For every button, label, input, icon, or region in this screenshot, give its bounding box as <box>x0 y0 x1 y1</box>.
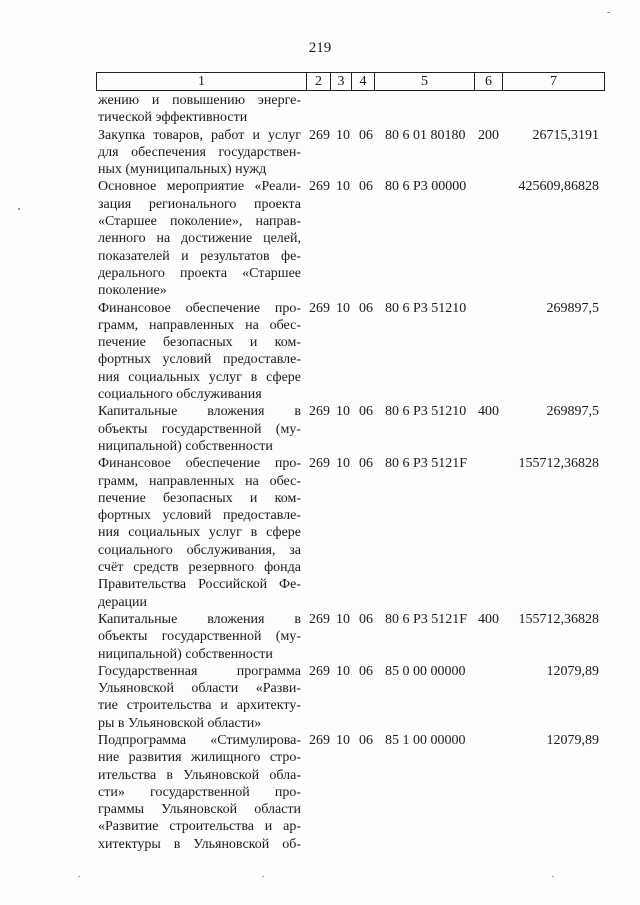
subsection-code-cell: 06 <box>359 300 373 316</box>
amount-cell: 425609,86828 <box>518 179 599 195</box>
section-code-cell: 10 <box>336 404 350 420</box>
description-line: грамм, направленных на обес- <box>98 473 301 489</box>
table-row <box>0 178 640 299</box>
column-header-3: 3 <box>331 73 352 91</box>
description-line: ния социальных услуг в сфере <box>98 525 301 541</box>
row-description <box>98 178 301 299</box>
column-header-1: 1 <box>97 73 307 91</box>
expense-type-code-cell: 400 <box>478 611 499 627</box>
table-row <box>0 92 640 127</box>
table-row <box>0 300 640 404</box>
description-line: граммы Ульяновской области <box>98 802 301 818</box>
scan-speck <box>552 876 554 877</box>
row-description <box>98 732 301 853</box>
column-header-6: 6 <box>475 73 503 91</box>
admin-code-cell: 269 <box>309 732 330 748</box>
amount-cell: 26715,3191 <box>532 127 599 143</box>
description-line: ных (муниципальных) нужд <box>98 162 267 178</box>
description-line: поколение» <box>98 283 167 299</box>
row-description <box>98 455 301 611</box>
description-line: ния социальных услуг в сфере <box>98 369 301 385</box>
description-line: ниципальной) собственности <box>98 646 273 662</box>
description-line: хитектуры в Ульяновской об- <box>98 836 301 852</box>
description-line: Капитальные вложения в <box>98 611 301 627</box>
section-code-cell: 10 <box>336 611 350 627</box>
description-line: Государственная программа <box>98 663 301 679</box>
table-row <box>0 127 640 179</box>
scan-speck <box>262 876 264 877</box>
description-line: объекты государственной (му- <box>98 421 301 437</box>
admin-code-cell: 269 <box>309 663 330 679</box>
row-description <box>98 611 301 663</box>
description-line: Основное мероприятие «Реали- <box>98 179 301 195</box>
description-line: печение безопасных и ком- <box>98 335 301 351</box>
amount-cell: 269897,5 <box>546 300 599 316</box>
description-line: тие строительства и архитекту- <box>98 698 301 714</box>
description-line: жению и повышению энерге- <box>98 93 301 108</box>
table-row <box>0 403 640 455</box>
description-line: ниципальной) собственности <box>98 438 273 454</box>
table-row <box>0 611 640 663</box>
subsection-code-cell: 06 <box>359 456 373 472</box>
target-article-code-cell: 80 6 Р3 5121F <box>385 611 468 627</box>
row-description <box>98 92 301 127</box>
subsection-code-cell: 06 <box>359 404 373 420</box>
column-header-5: 5 <box>375 73 475 91</box>
description-line: Закупка товаров, работ и услуг <box>98 127 301 143</box>
description-line: ленного на достижение целей, <box>98 231 301 247</box>
description-line: социального обслуживания <box>98 387 262 403</box>
target-article-code-cell: 80 6 Р3 00000 <box>385 179 467 195</box>
admin-code-cell: 269 <box>309 404 330 420</box>
admin-code-cell: 269 <box>309 456 330 472</box>
row-description <box>98 403 301 455</box>
target-article-code-cell: 80 6 01 80180 <box>385 127 466 143</box>
admin-code-cell: 269 <box>309 127 330 143</box>
description-line: «Старшее поколение», направ- <box>98 214 301 230</box>
description-line: Капитальные вложения в <box>98 404 301 420</box>
description-line: ние развития жилищного стро- <box>98 750 301 766</box>
description-line: Ульяновской области «Разви- <box>98 681 301 697</box>
column-header-table <box>96 72 605 91</box>
target-article-code-cell: 85 1 00 00000 <box>385 732 466 748</box>
description-line: грамм, направленных на обес- <box>98 317 301 333</box>
description-line: счёт средств резервного фонда <box>98 560 301 576</box>
description-line: «Развитие строительства и ар- <box>98 819 301 835</box>
scan-speck <box>607 12 610 13</box>
column-header-2: 2 <box>307 73 331 91</box>
row-description <box>98 127 301 179</box>
description-line: дерации <box>98 594 148 610</box>
description-line: ительства в Ульяновской обла- <box>98 767 301 783</box>
table-row <box>0 455 640 611</box>
target-article-code-cell: 80 6 Р3 5121F <box>385 456 468 472</box>
amount-cell: 269897,5 <box>546 404 599 420</box>
section-code-cell: 10 <box>336 300 350 316</box>
subsection-code-cell: 06 <box>359 732 373 748</box>
section-code-cell: 10 <box>336 663 350 679</box>
scan-speck <box>18 208 20 210</box>
expense-type-code-cell: 400 <box>478 404 499 420</box>
description-line: показателей и результатов фе- <box>98 248 301 264</box>
scan-speck <box>78 876 80 877</box>
row-description <box>98 663 301 732</box>
description-line: ры в Ульяновской области» <box>98 715 262 731</box>
section-code-cell: 10 <box>336 732 350 748</box>
target-article-code-cell: 85 0 00 00000 <box>385 663 466 679</box>
description-line: Правительства Российской Фе- <box>98 577 301 593</box>
description-line: объекты государственной (му- <box>98 629 301 645</box>
section-code-cell: 10 <box>336 179 350 195</box>
description-line: сти» государственной про- <box>98 784 301 800</box>
description-line: для обеспечения государствен- <box>98 144 301 160</box>
column-header-4: 4 <box>352 73 375 91</box>
section-code-cell: 10 <box>336 127 350 143</box>
section-code-cell: 10 <box>336 456 350 472</box>
table-row <box>0 732 640 853</box>
row-description <box>98 300 301 404</box>
description-line: социального обслуживания, за <box>98 542 301 558</box>
description-line: Подпрограмма «Стимулирова- <box>98 732 301 748</box>
expense-type-code-cell: 200 <box>478 127 499 143</box>
description-line: печение безопасных и ком- <box>98 490 301 506</box>
admin-code-cell: 269 <box>309 179 330 195</box>
amount-cell: 12079,89 <box>546 663 599 679</box>
description-line: зация регионального проекта <box>98 196 301 212</box>
column-header-7: 7 <box>503 73 605 91</box>
description-line: Финансовое обеспечение про- <box>98 456 301 472</box>
subsection-code-cell: 06 <box>359 611 373 627</box>
column-header-row <box>97 73 605 91</box>
target-article-code-cell: 80 6 Р3 51210 <box>385 300 467 316</box>
description-line: Финансовое обеспечение про- <box>98 300 301 316</box>
description-line: дерального проекта «Старшее <box>98 265 301 281</box>
description-line: фортных условий предоставле- <box>98 352 301 368</box>
table-row <box>0 663 640 732</box>
target-article-code-cell: 80 6 Р3 51210 <box>385 404 467 420</box>
admin-code-cell: 269 <box>309 300 330 316</box>
subsection-code-cell: 06 <box>359 663 373 679</box>
budget-table-body <box>0 92 640 853</box>
amount-cell: 155712,36828 <box>518 456 599 472</box>
amount-cell: 155712,36828 <box>518 611 599 627</box>
page-number: 219 <box>308 40 332 56</box>
description-line: фортных условий предоставле- <box>98 508 301 524</box>
description-line: тической эффективности <box>98 110 248 126</box>
amount-cell: 12079,89 <box>546 732 599 748</box>
subsection-code-cell: 06 <box>359 179 373 195</box>
subsection-code-cell: 06 <box>359 127 373 143</box>
admin-code-cell: 269 <box>309 611 330 627</box>
